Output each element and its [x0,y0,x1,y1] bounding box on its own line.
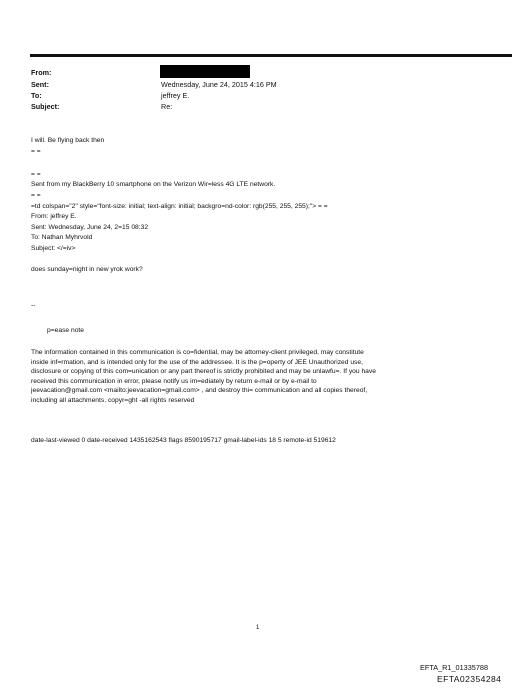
notice-line: The information contained in this communication is co=fidential, may be attorney-client privileged, may constitute [31,349,364,356]
notice-line: including all attachments. copyr=ght -all rights reserved [31,396,195,404]
notice-line: disclosure or copying of this com=unication or any part thereof is strictly prohibited and may be unlawfu=. If you have [31,368,376,375]
reply-text: I will. Be flying back then [31,137,105,144]
header-rule [30,54,512,57]
from-label: From: [31,68,52,77]
separator: = = [31,148,41,155]
metadata-line: date-last-viewed 0 date-received 1435162543 flags 8590195717 gmail-label-ids 18 5 remote-id 519612 [31,437,336,444]
to-value: jeffrey E. [161,91,190,100]
notice-line: received this communication in error, please notify us im=ediately by return e-mail or by e-mail to [31,377,317,385]
dashes: -- [31,302,36,309]
redaction-box [160,65,250,78]
please-note: p=ease note [47,327,85,334]
notice-line: inside inf=rmation, and is intended only for the use of the addressee. It is the p=operty of JEE Unauthorized use, [31,358,363,366]
bates-stamp-primary: EFTA_R1_01335788 [420,663,489,672]
subject-value: Re: [161,102,173,111]
quoted-subject: Subject: </=iv> [31,245,76,252]
sent-value: Wednesday, June 24, 2015 4:16 PM [161,80,277,89]
subject-label: Subject: [31,102,60,111]
separator: = = [31,192,41,199]
quoted-to: To: Nathan Myhrvold [31,234,93,241]
quoted-sent: Sent: Wednesday, June 24, 2=15 08:32 [31,224,149,231]
quoted-question: does sunday=night in new yrok work? [31,266,143,273]
to-label: To: [31,91,42,100]
separator: = = [31,171,41,178]
page-number: 1 [256,625,260,631]
html-fragment: =td colspan="2" style="font-size: initial; text-align: initial; backgro=nd-color: rgb(255, 255, 255);"> = = [31,203,328,210]
quoted-from: From: jeffrey E. [31,213,77,220]
bates-stamp-secondary: EFTA02354284 [437,674,502,684]
sent-label: Sent: [31,80,49,89]
signature-line: Sent from my BlackBerry 10 smartphone on the Verizon Wir=less 4G LTE network. [31,181,276,188]
confidentiality-notice [31,348,481,405]
notice-line: jeevacation@gmail.com <mailto:jeevacation=gmail.com> , and destroy thi= communication and all copies thereof, [31,387,368,394]
